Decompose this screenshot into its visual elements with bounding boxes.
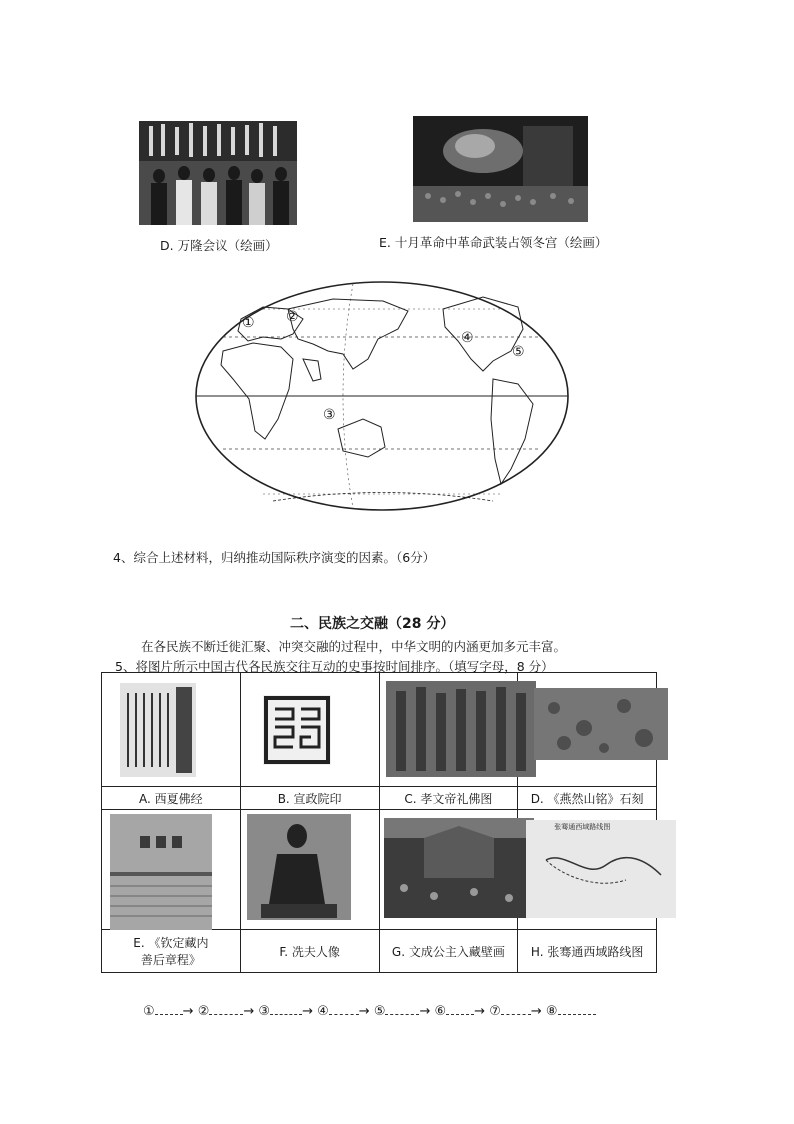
cell-h-image	[518, 810, 657, 930]
cell-b-image	[240, 673, 379, 787]
caption-b: B. 宣政院印	[240, 787, 379, 810]
blank-8[interactable]	[558, 1014, 596, 1015]
slot-3: ③	[258, 1004, 271, 1019]
blank-2[interactable]	[209, 1014, 243, 1015]
cell-e-image	[102, 810, 241, 930]
blank-5[interactable]	[385, 1014, 419, 1015]
map-marker-1: ①	[242, 315, 255, 331]
arrow-1: →	[182, 1004, 194, 1019]
princess-wencheng-mural-image	[384, 818, 534, 918]
lady-xian-statue-image	[247, 814, 351, 920]
arrow-7: →	[530, 1004, 542, 1019]
caption-c: C. 孝文帝礼佛图	[379, 787, 518, 810]
caption-e: E. 十月革命中革命武装占领冬宫（绘画）	[379, 235, 608, 250]
arrow-6: →	[474, 1004, 486, 1019]
caption-h: H. 张骞通西域路线图	[518, 930, 657, 973]
arrow-3: →	[302, 1004, 313, 1019]
cell-c-image	[379, 673, 518, 787]
map-marker-3: ③	[323, 407, 336, 423]
xixia-sutra-image	[120, 683, 196, 777]
qinding-zangnei-document-image	[110, 814, 212, 930]
bandung-conference-image	[139, 121, 297, 225]
winter-palace-painting	[413, 116, 588, 222]
slot-6: ⑥	[434, 1004, 447, 1019]
section-2-intro: 在各民族不断迁徙汇聚、冲突交融的过程中，中华文明的内涵更加多元丰富。	[141, 639, 567, 654]
blank-1[interactable]	[155, 1014, 183, 1015]
caption-f: F. 冼夫人像	[240, 930, 379, 973]
cell-a-image	[102, 673, 241, 787]
zhangqian-route-map-image	[526, 820, 676, 918]
blank-3[interactable]	[270, 1014, 302, 1015]
cell-d-image	[518, 673, 657, 787]
map-marker-2: ②	[286, 309, 299, 325]
slot-2: ②	[197, 1004, 210, 1019]
map-marker-4: ④	[461, 330, 474, 346]
world-map	[193, 279, 571, 514]
caption-e-line1: E. 《钦定藏内	[133, 936, 209, 950]
section-2-title: 二、民族之交融（28 分）	[290, 616, 455, 632]
xuanzheng-seal-image	[263, 695, 331, 765]
emperor-xiaowen-relief-image	[386, 681, 536, 777]
slot-8: ⑧	[545, 1004, 558, 1019]
blank-6[interactable]	[446, 1014, 474, 1015]
arrow-5: →	[419, 1004, 431, 1019]
cell-f-image	[240, 810, 379, 930]
winter-palace-image	[413, 116, 588, 222]
caption-d-grid: D. 《燕然山铭》石刻	[518, 787, 657, 810]
route-map-title: 张骞通西域路线图	[554, 823, 611, 831]
cell-g-image	[379, 810, 518, 930]
caption-e-line2: 善后章程》	[140, 953, 201, 967]
question-4: 4、综合上述材料，归纳推动国际秩序演变的因素。（6分）	[113, 550, 436, 565]
caption-g: G. 文成公主入藏壁画	[379, 930, 518, 973]
caption-d: D. 万隆会议（绘画）	[160, 238, 278, 253]
caption-e-grid	[102, 930, 241, 973]
slot-7: ⑦	[489, 1004, 501, 1019]
arrow-2: →	[243, 1004, 255, 1019]
map-marker-5: ⑤	[512, 344, 525, 360]
bandung-conference-painting	[139, 121, 297, 225]
slot-4: ④	[317, 1004, 329, 1019]
blank-7[interactable]	[501, 1014, 531, 1015]
answer-sequence	[143, 1004, 596, 1019]
question-5: 5、将图片所示中国古代各民族交往互动的史事按时间排序。（填写字母，8 分）	[115, 659, 554, 674]
slot-1: ①	[143, 1004, 155, 1019]
slot-5: ⑤	[373, 1004, 386, 1019]
image-grid	[101, 672, 657, 973]
arrow-4: →	[358, 1004, 370, 1019]
yanran-inscription-image	[534, 688, 668, 760]
blank-4[interactable]	[329, 1014, 359, 1015]
caption-a: A. 西夏佛经	[102, 787, 241, 810]
